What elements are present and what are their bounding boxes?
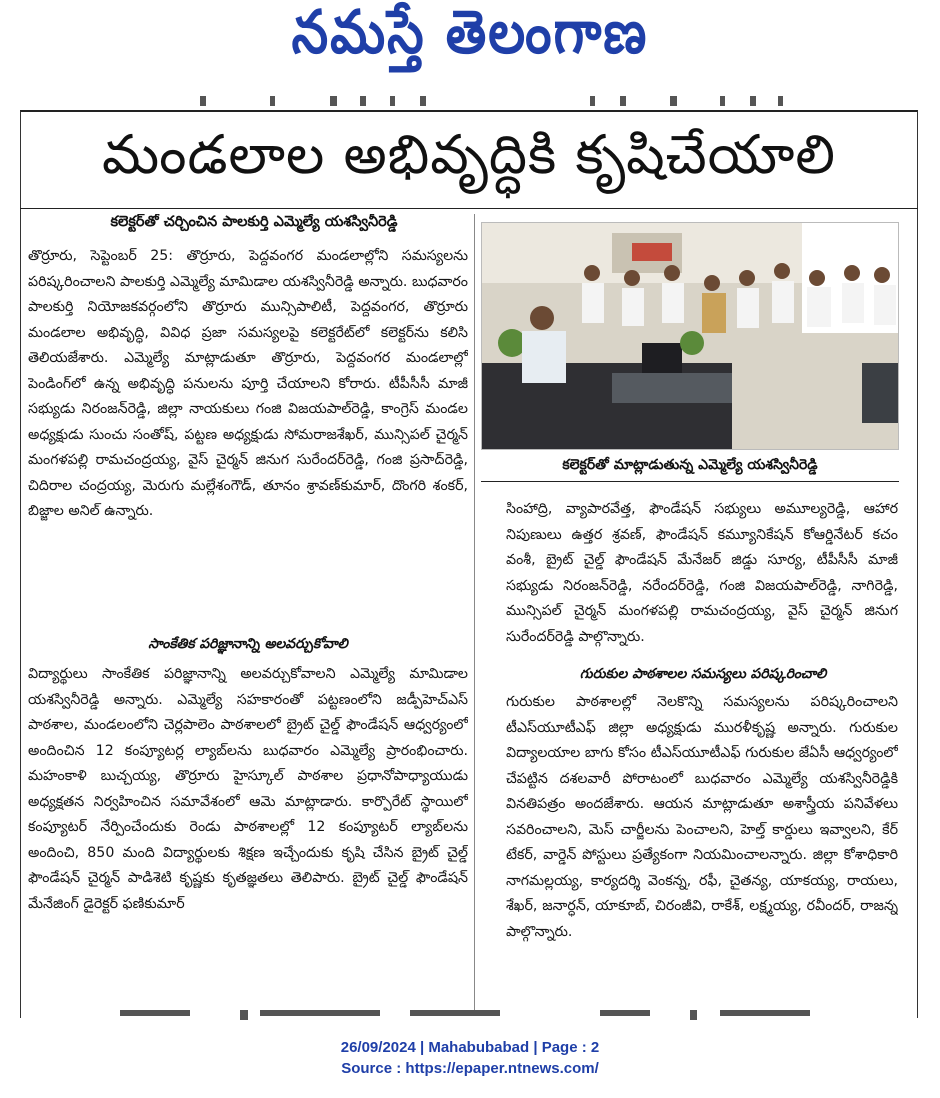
section-heading-gurukul: గురుకుల పాఠశాలల సమస్యలు పరిష్కరించాలి xyxy=(579,666,827,682)
photo-caption: కలెక్టర్‌తో మాట్లాడుతున్న ఎమ్మెల్యే యశస్వినీరెడ్డి xyxy=(481,452,899,482)
clipped-text-fragments xyxy=(30,94,910,108)
clipped-text-fragments-bottom xyxy=(90,1008,910,1022)
section-body-gurukul xyxy=(506,690,898,1000)
technology-paragraph-continued: సింహాద్రి, వ్యాపారవేత్త, ఫౌండేషన్ సభ్యులు అమూల్యరెడ్డి, ఆహార నిపుణులు ఉత్తర శ్రవణ్, ఫౌండేషన్ కమ్యూనికేషన్ కోఆర్డినేటర్ కచం వంశీ, బ్రైట్ చైల్డ్ ఫౌండేషన్ మేనేజర్ జిడ్డు సూర్య, టీపీసీసీ మాజీ సభ్యుడు నిరంజన్‌రెడ్డి, నరేందర్‌రెడ్డి, గంజి విజయపాల్‌రెడ్డి, నాగిరెడ్డి, మున్సిపల్ చైర్మన్ మంగళపల్లి రామచంద్రయ్య, వైస్ చైర్మన్ జినుగ సురేందర్‌రెడ్డి పాల్గొన్నారు. xyxy=(506,501,898,645)
news-photo xyxy=(481,222,899,450)
masthead-title: నమస్తే తెలంగాణ xyxy=(291,0,649,68)
article-body-lead xyxy=(28,244,468,634)
section-body-technology xyxy=(28,662,468,998)
article-subheadline: కలెక్టర్‌తో చర్చించిన పాలకుర్తి ఎమ్మెల్యే యశస్వినీరెడ్డి xyxy=(110,214,398,230)
column-divider xyxy=(474,214,475,1014)
source-link[interactable]: Source : https://epaper.ntnews.com/ xyxy=(341,1060,599,1077)
section-heading-technology: సాంకేతిక పరిజ్ఞానాన్ని అలవర్చుకోవాలి xyxy=(148,636,348,652)
meeting-photo-illustration xyxy=(482,223,899,450)
technology-paragraph: విద్యార్థులు సాంకేతిక పరిజ్ఞానాన్ని అలవర్చుకోవాలని ఎమ్మెల్యే మామిడాల యశస్వినీరెడ్డి అన్నారు. ఎమ్మెల్యే సహకారంతో పట్టణంలోని జడ్పీహెచ్ఎస్ పాఠశాల, మండలంలోని చెర్లపాలెం పాఠశాలలో బ్రైట్ చైల్డ్ ఫౌండేషన్ ఆధ్వర్యంలో అందించిన 12 కంప్యూటర్ల ల్యాబ్‌లను బుధవారం ఎమ్మెల్యే ప్రారంభించారు. మహంకాళి బుచ్చయ్య, తొర్రూరు హైస్కూల్ పాఠశాల ప్రధానోపాధ్యాయుడు అధ్యక్షతన నిర్వహించిన సమావేశంలో ఆమె మాట్లాడారు. కార్పొరేట్ స్థాయిలో కంప్యూటర్ నేర్పించేందుకు రెండు పాఠశాలల్లో 12 కంప్యూటర్ ల్యాబ్‌లను అందించి, 850 మంది విద్యార్థులకు శిక్షణ ఇచ్చేందుకు కృషి చేసిన బ్రైట్ చైల్డ్ ఫౌండేషన్ చైర్మన్ పాడిశెటి కృష్ణకు కృతజ్ఞతలు తెలిపారు. బ్రైట్ చైల్డ్ ఫౌండేషన్ మేనేజింగ్ డైరెక్టర్ ఫణికుమార్ xyxy=(28,666,468,912)
masthead-logo xyxy=(0,0,940,80)
article-headline: మండలాల అభివృద్ధికి కృషిచేయాలి xyxy=(101,122,837,186)
clipped-next-article xyxy=(90,1008,910,1022)
lead-paragraph: తొర్రూరు, సెప్టెంబర్ 25: తొర్రూరు, పెద్దవంగర మండలాల్లోని సమస్యలను పరిష్కరించాలని పాలకుర్తి ఎమ్మెల్యే మామిడాల యశస్వినీరెడ్డి అన్నారు. బుధవారం పాలకుర్తి నియోజకవర్గంలోని తొర్రూరు మున్సిపాలిటీ, పెద్దవంగర, తొర్రూరు మండలాల అభివృద్ధి, వివిధ ప్రజా సమస్యలపై కలెక్టరేట్‌లో కలెక్టర్‌ను కలిసి తెలియజేశారు. ఎమ్మెల్యే మాట్లాడుతూ తొర్రూరు, పెద్దవంగర మండలాల్లో పెండింగ్‌లో ఉన్న అభివృద్ధి పనులను పూర్తి చేయాలని కోరారు. టీపీసీసీ మాజీ సభ్యుడు నిరంజన్‌రెడ్డి, జిల్లా నాయకులు గంజి విజయపాల్‌రెడ్డి, కాంగ్రెస్ మండల అధ్యక్షుడు సుంచు సంతోష్, పట్టణ అధ్యక్షుడు సోమరాజశేఖర్, మున్సిపల్ చైర్మన్ మంగళపల్లి రామచంద్రయ్య, వైస్ చైర్మన్ జినుగ సురేందర్‌రెడ్డి, గంజి ప్రసాద్‌రెడ్డి, చిదిరాల చంద్రయ్య, మెరుగు మల్లేశంగౌడ్, తూనం శ్రావణ్‌కుమార్, దొంగరి శంకర్, బిజ్జాల అనిల్ ఉన్నారు. xyxy=(28,248,468,519)
clipped-previous-article xyxy=(30,94,910,108)
headline-rule xyxy=(20,208,918,209)
gurukul-paragraph: గురుకుల పాఠశాలల్లో నెలకొన్ని సమస్యలను పరిష్కరించాలని టీఎస్‌యూటీఎఫ్ జిల్లా అధ్యక్షుడు మురళీకృష్ణ అన్నారు. గురుకుల విద్యాలయాల బాగు కోసం టీఎస్‌యూటీఎఫ్ గురుకుల జేఏసీ ఆధ్వర్యంలో చేపట్టిన దశలవారీ పోరాటంలో బుధవారం ఎమ్మెల్యే యశస్వినీరెడ్డికి వినతిపత్రం అందజేశారు. ఆయన మాట్లాడుతూ అశాస్త్రీయ పనివేళలు సవరించాలని, మెస్ చార్జీలను పెంచాలని, హెల్త్ కార్డులు ఇవ్వాలని, కేర్ టేకర్, వార్డెన్ పోస్టులు ప్రత్యేకంగా నియమించాలన్నారు. జిల్లా కోశాధికారి నాగమల్లయ్య, కార్యదర్శి వెంకన్న, రఫీ, చైతన్య, యాకయ్య, రాయలు, శేఖర్, జనార్ధన్, యాకూబ్, చిరంజీవి, రాకేశ్, లక్ష్మయ్య, రవీందర్, రాజన్న పాల్గొన్నారు. xyxy=(506,694,898,940)
section-body-technology-continued xyxy=(506,497,898,665)
edition-dateline: 26/09/2024 | Mahabubabad | Page : 2 xyxy=(340,1039,600,1056)
